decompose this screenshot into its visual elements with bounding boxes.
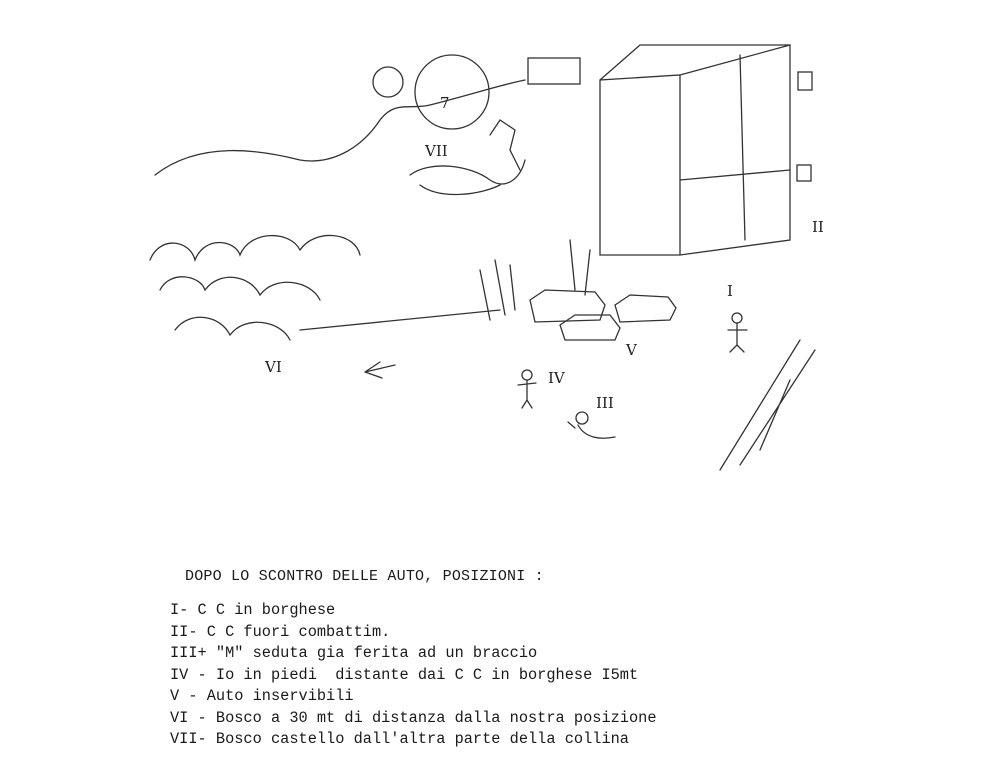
legend-item: VII- Bosco castello dall'altra parte della collina [170, 730, 629, 748]
building-window [797, 165, 811, 181]
legend-item: I- C C in borghese [170, 601, 336, 619]
direction-arrow [365, 362, 395, 378]
figure-body [568, 422, 615, 438]
caption-heading: DOPO LO SCONTRO DELLE AUTO, POSIZIONI : [185, 568, 544, 585]
figure-head [576, 412, 588, 424]
figure-body [518, 380, 536, 408]
car-outline [615, 295, 676, 322]
hatch-marks [720, 340, 815, 470]
scribble-box [528, 58, 580, 84]
legend-item: II- C C fuori combattim. [170, 622, 391, 641]
marker-iii: III [596, 394, 614, 412]
car-outline [560, 315, 620, 340]
marker-i: I [727, 282, 733, 300]
marker-v: V [626, 341, 637, 359]
marker-vii: VII [425, 142, 448, 160]
building [600, 45, 790, 255]
legend-list [170, 600, 657, 751]
road-line [300, 310, 500, 330]
legend-item: IV - Io in piedi distante dai C C in borghese I5mt [170, 665, 639, 684]
legend-item: III+ "M" seduta gia ferita ad un braccio [170, 644, 538, 662]
marker-vi: VI [265, 358, 282, 376]
marker-iv: IV [548, 369, 565, 387]
marker-ii: II [812, 218, 824, 236]
legend-item: VI - Bosco a 30 mt di distanza dalla nostra posizione [170, 708, 657, 727]
car-outline [530, 290, 605, 322]
legend-item: V - Auto inservibili [170, 687, 354, 705]
figure-head [522, 370, 532, 380]
circled-number: 7 [440, 94, 450, 112]
scribble-circle [373, 67, 403, 97]
figure-head [732, 313, 742, 323]
figure-body [728, 323, 747, 352]
shrub-scribble [480, 240, 590, 320]
hill-outline [155, 80, 525, 175]
building-window [798, 72, 812, 90]
forest-scribble [150, 235, 360, 340]
